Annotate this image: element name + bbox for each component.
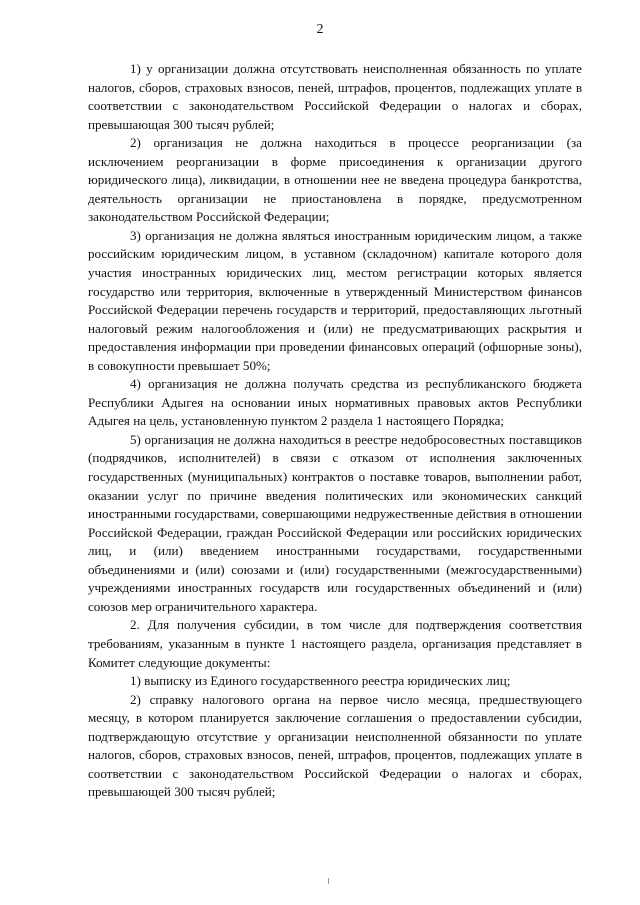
document-item-2: 2) справку налогового органа на первое число месяца, предшествующего месяцу, в котором планируется заключение соглашения о предоставлении субсидии, подтверждающую отсутствие у организации неисполненной обязанности по уплате налогов, сборов, страховых взносов, пеней, штрафов, процентов, подлежащих уплате в соответствии с законодательством Российской Федерации о налогах и сборах, превышающей 300 тысяч рублей; [88,691,582,800]
requirement-paragraph-4: 4) организация не должна получать средства из республиканского бюджета Республики Адыгея на основании иных нормативных правовых актов Республики Адыгея на цель, установленную пунктом 2 раздела 1 настоящего Порядка; [88,376,582,429]
document-body [88,60,582,802]
document-item-1: 1) выписку из Единого государственного реестра юридических лиц; [130,673,511,689]
requirement-paragraph-2: 2) организация не должна находиться в процессе реорганизации (за исключением реорганизации в форме присоединения к организации другого юридического лица), ликвидации, в отношении нее не введена процедура банкротства, деятельность организации не приостановлена в порядке, предусмотренном законодательством Российской Федерации; [88,135,582,225]
page-number: 2 [316,22,324,37]
documents-intro-paragraph: 2. Для получения субсидии, в том числе для подтверждения соответствия требованиям, указанным в пункте 1 настоящего раздела, организация представляет в Комитет следующие документы: [88,617,582,670]
requirement-paragraph-1: 1) у организации должна отсутствовать неисполненная обязанность по уплате налогов, сборов, страховых взносов, пеней, штрафов, процентов, подлежащих уплате в соответствии с законодательством Российской Федерации о налогах и сборах, превышающая 300 тысяч рублей; [88,61,582,132]
requirement-paragraph-5: 5) организация не должна находиться в реестре недобросовестных поставщиков (подрядчиков, исполнителей) в связи с отказом от исполнения заключенных государственных (муниципальных) контрактов о поставке товаров, выполнении работ, оказании услуг по причине введения политических или экономических санкций иностранными государствами, совершающими недружественные действия в отношении Российской Федерации, граждан Российской Федерации или российских юридических лиц, и (или) введением иностранными государствами, государственными объединениями и (или) союзами и (или) государственными (межгосударственными) учреждениями иностранных государств или государственных объединений и (или) союзов мер ограничительного характера. [88,431,582,614]
scan-artifact-mark [328,878,329,884]
requirement-paragraph-3: 3) организация не должна являться иностранным юридическим лицом, а также российским юридическим лицом, в уставном (складочном) капитале которого доля участия иностранных юридических лиц, местом регистрации которых является государство или территория, включенные в утвержденный Министерством финансов Российской Федерации перечень государств и территорий, предоставляющих льготный налоговый режим налогообложения и (или) не предусматривающих раскрытия и предоставления информации при проведении финансовых операций (офшорные зоны), в совокупности превышает 50%; [88,227,582,373]
